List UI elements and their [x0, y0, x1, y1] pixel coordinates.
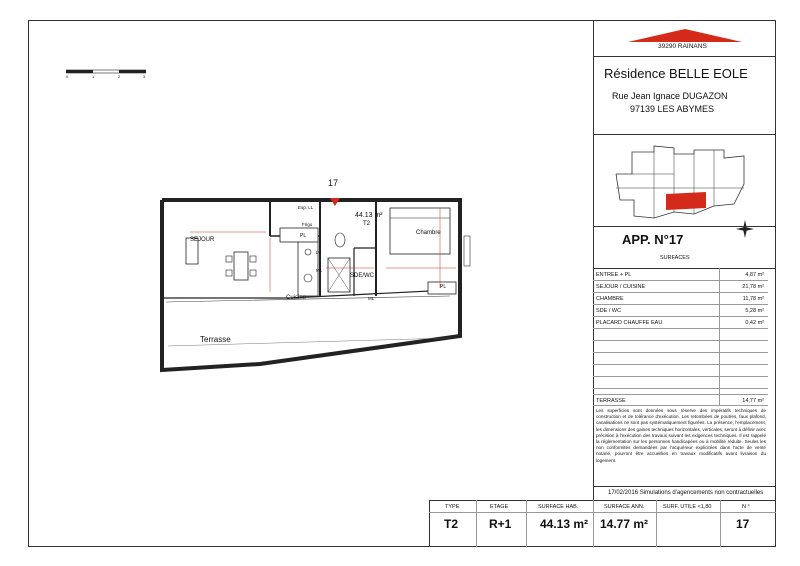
scale-tick-2: 2 — [118, 74, 121, 79]
hdr-type: TYPE — [445, 504, 460, 510]
room-chambre: Chambre — [416, 230, 441, 236]
separator — [593, 134, 776, 135]
plan-type-label: T2 — [363, 221, 371, 227]
val-etage: R+1 — [489, 517, 512, 531]
surface-value: 0,42 m² — [745, 320, 764, 326]
surface-row — [593, 269, 768, 281]
roof-logo-icon — [622, 28, 748, 44]
room-cuisine: Cuisine — [286, 295, 307, 301]
apartment-number-marker: 17 — [328, 178, 339, 188]
hdr-surface-ann: SURFACE ANN. — [604, 504, 645, 510]
appliance-ml: ML — [316, 268, 323, 273]
storage-esp: Esp. LL — [298, 205, 314, 210]
hdr-surface-hab: SURFACE HAB. — [538, 504, 579, 510]
scale-bar — [66, 68, 146, 80]
surface-row — [593, 317, 768, 329]
date-note: 17/02/2016 Simulations d'agencements non contractuelles — [608, 490, 764, 496]
surface-row — [593, 281, 768, 293]
key-plan-drawing — [614, 144, 760, 226]
terrace-value: 14,77 m² — [742, 398, 764, 404]
floor-plan-drawing — [150, 178, 480, 378]
closet-pl: PL — [300, 233, 307, 239]
val-surface-hab: 44.13 m² — [540, 517, 589, 531]
surface-label: PLACARD CHAUFFE EAU — [596, 320, 663, 326]
surface-value: 21,78 m² — [742, 284, 764, 290]
surface-row — [593, 293, 768, 305]
scale-bar-graphic — [66, 69, 146, 81]
surface-label: SDE / WC — [596, 308, 622, 314]
appliance-frigo: Frigo — [302, 222, 313, 227]
city-address: 97139 LES ABYMES — [630, 104, 715, 114]
floor-plan — [150, 178, 480, 378]
cartouche-col — [593, 500, 594, 547]
surface-label: CHAMBRE — [596, 296, 624, 302]
cartouche-divider — [429, 512, 776, 513]
hdr-numero: N ° — [742, 504, 750, 510]
room-sdewc: SDE/WC — [350, 273, 374, 279]
cartouche-col — [526, 500, 527, 547]
company-name: 39290 RAINANS — [658, 43, 707, 50]
cartouche-col — [656, 500, 657, 547]
scale-tick-1: 1 — [92, 74, 95, 79]
separator — [593, 56, 776, 57]
surface-row-empty — [593, 365, 768, 377]
surface-value: 4,87 m² — [745, 272, 764, 278]
val-type: T2 — [444, 517, 459, 531]
appliance-ml-2: ML — [368, 296, 375, 301]
surface-value: 5,28 m² — [745, 308, 764, 314]
scale-tick-0: 0 — [66, 74, 69, 79]
hdr-etage: ETAGE — [490, 504, 509, 510]
separator — [593, 486, 776, 487]
surface-label: SEJOUR / CUISINE — [596, 284, 646, 290]
surface-row-empty — [593, 329, 768, 341]
residence-name: Résidence BELLE EOLE — [604, 66, 748, 81]
key-plan — [614, 144, 760, 226]
company-logo — [622, 28, 748, 52]
north-arrow-icon — [736, 220, 754, 238]
terrace-label: TERRASSE — [596, 398, 626, 404]
scale-tick-3: 3 — [143, 74, 146, 79]
plan-area-label: 44.13 m² — [355, 212, 383, 219]
hdr-surf-utile: SURF. UTILE <1,80 — [663, 504, 712, 510]
surface-row — [593, 305, 768, 317]
surfaces-title: SURFACES — [660, 255, 690, 261]
disclaimer-notes: Les superficies sont données sous réserve des impératifs techniques de construction et de tolérance d'exécution. Les retombées de poutres, faux plafond, canalisations ne sont pas systématiquement figurées. La présence, l'emplacement, les dimensions des gaines techniques horizontales, verticales, seront à définir avec précision à l'exécution des travaux suivant les exigences techniques. Il est rappelé la réglementation sur les personnes handicapées ou à mobilité réduite. Seules les non conformités demandées par l'acquéreur explicitées dans l'acte de vente notarié, pourront être accueillies en travaux modificatifs avant livraison du logement. — [596, 408, 766, 463]
cartouche-col — [476, 500, 477, 547]
val-surface-ann: 14.77 m² — [600, 517, 649, 531]
separator — [593, 226, 776, 227]
surface-row-empty — [593, 377, 768, 389]
appliance-lv: LV — [316, 250, 322, 255]
surface-label: ENTREE + PL — [596, 272, 632, 278]
surface-value: 11,78 m² — [742, 296, 764, 302]
room-terrasse: Terrasse — [200, 335, 231, 344]
val-numero: 17 — [736, 517, 750, 531]
apartment-title: APP. N°17 — [622, 232, 684, 247]
surface-row-empty — [593, 353, 768, 365]
room-sejour: SEJOUR — [190, 237, 215, 243]
closet-pl-2: PL — [440, 284, 447, 290]
surface-row-empty — [593, 341, 768, 353]
cartouche-col — [720, 500, 721, 547]
terrace-row — [593, 394, 768, 406]
street-address: Rue Jean Ignace DUGAZON — [612, 91, 728, 101]
